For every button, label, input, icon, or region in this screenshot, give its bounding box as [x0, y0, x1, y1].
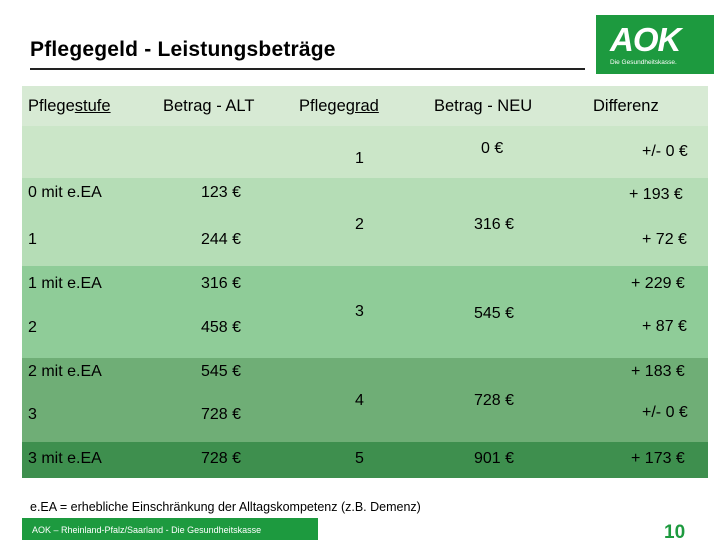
grad-1-betrag: 0 € — [481, 140, 504, 157]
grad-2-betrag: 316 € — [474, 216, 515, 233]
stufe-1-ea: 1 mit e.EA — [28, 275, 102, 292]
title-underline — [30, 68, 585, 70]
grad-4-betrag: 728 € — [474, 392, 515, 409]
band-grad-3 — [22, 266, 708, 358]
stufe-3-differenz: +/- 0 € — [642, 404, 688, 421]
stufe-3-ea-differenz: + 173 € — [631, 450, 685, 467]
stufe-1-ea-betrag: 316 € — [201, 275, 242, 292]
header-betrag-alt: Betrag - ALT — [163, 97, 255, 115]
stufe-2-betrag: 458 € — [201, 319, 242, 336]
stufe-0-ea: 0 mit e.EA — [28, 184, 102, 201]
header-betrag-neu: Betrag - NEU — [434, 97, 533, 115]
stufe-2-ea-differenz: + 183 € — [631, 363, 685, 380]
page-number: 10 — [664, 522, 686, 543]
band-grad-1 — [22, 126, 708, 178]
header-pflegestufe: Pflegestufe — [28, 97, 111, 115]
stufe-2-ea: 2 mit e.EA — [28, 363, 102, 380]
logo-tagline: Die Gesundheitskasse. — [610, 59, 677, 66]
header-pflegegrad: Pflegegrad — [299, 97, 379, 115]
page-title: Pflegegeld - Leistungsbeträge — [30, 38, 336, 61]
header-differenz: Differenz — [593, 97, 659, 115]
grad-4: 4 — [355, 392, 364, 409]
band-grad-2 — [22, 178, 708, 266]
grad-5: 5 — [355, 450, 364, 467]
footer-bar — [22, 518, 318, 540]
stufe-0-ea-betrag: 123 € — [201, 184, 242, 201]
footnote: e.EA = erhebliche Einschränkung der Alltagskompetenz (z.B. Demenz) — [30, 500, 421, 514]
logo-wordmark: AOK — [610, 21, 681, 58]
stufe-2-ea-betrag: 545 € — [201, 363, 242, 380]
aok-logo — [596, 15, 714, 74]
stufe-2: 2 — [28, 319, 37, 336]
stufe-2-differenz: + 87 € — [642, 318, 687, 335]
grad-5-betrag: 901 € — [474, 450, 515, 467]
band-grad-5 — [22, 442, 708, 478]
stufe-3-betrag: 728 € — [201, 406, 242, 423]
stufe-0-ea-differenz: + 193 € — [629, 186, 683, 203]
stufe-1-betrag: 244 € — [201, 231, 242, 248]
grad-1: 1 — [355, 150, 364, 167]
stufe-3-ea-betrag: 728 € — [201, 450, 242, 467]
stufe-3-ea: 3 mit e.EA — [28, 450, 102, 467]
stufe-1: 1 — [28, 231, 37, 248]
stufe-1-ea-differenz: + 229 € — [631, 275, 685, 292]
benefits-table — [22, 86, 708, 478]
stufe-3: 3 — [28, 406, 37, 423]
grad-1-differenz: +/- 0 € — [642, 143, 688, 160]
band-grad-4 — [22, 358, 708, 448]
grad-3: 3 — [355, 303, 364, 320]
stufe-1-differenz: + 72 € — [642, 231, 687, 248]
grad-3-betrag: 545 € — [474, 305, 515, 322]
grad-2: 2 — [355, 216, 364, 233]
footer-text: AOK – Rheinland-Pfalz/Saarland - Die Gesundheitskasse — [32, 525, 262, 535]
